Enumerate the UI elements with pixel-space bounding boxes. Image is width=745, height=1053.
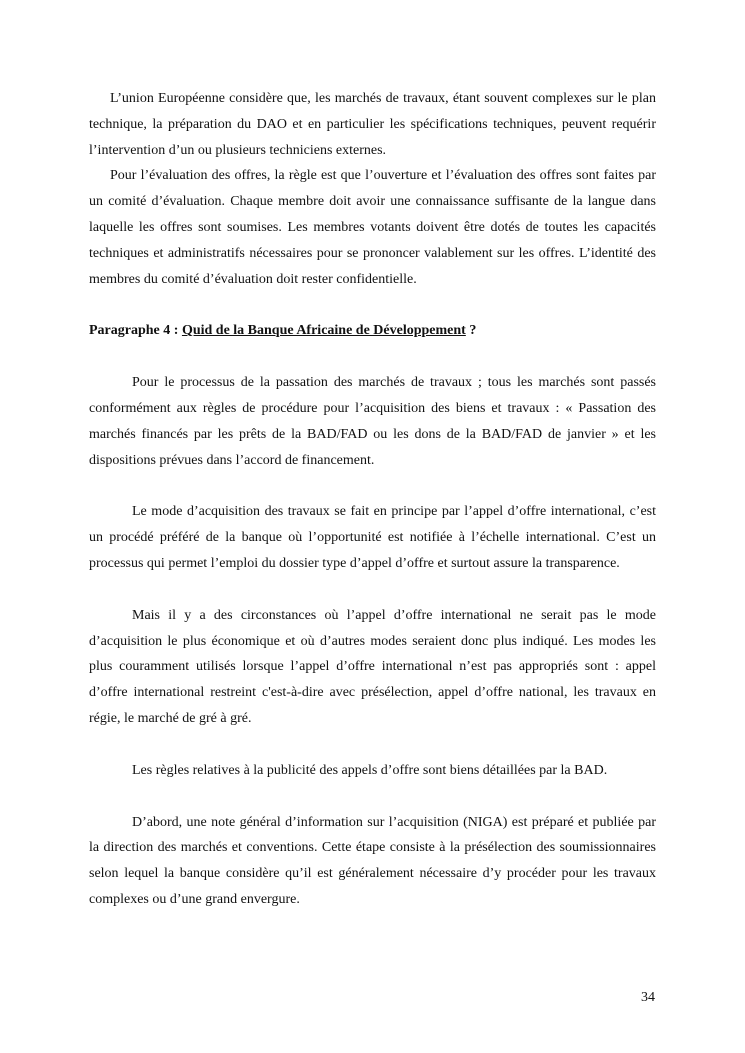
paragraph-eu-works: L’union Européenne considère que, les marchés de travaux, étant souvent complexes sur le plan technique, la préparation du DAO et en particulier les spécifications techniques, peuvent requérir l’intervention d’un ou plusieurs techniciens externes. bbox=[89, 91, 656, 158]
page-number: 34 bbox=[641, 990, 655, 1005]
heading-suffix: ? bbox=[465, 323, 477, 339]
heading-prefix: Paragraphe 4 : bbox=[89, 323, 182, 339]
paragraph-alternative-modes: Mais il y a des circonstances où l’appel d’offre international ne serait pas le mode d’acquisition le plus économique et où d’autres modes seraient donc plus indiqué. Les modes les plus couramment utilisés lorsque l’appel d’offre international n’est pas appropriés sont : appel d’offre international restreint c'est-à-dire avec présélection, appel d’offre national, les travaux en régie, le marché de gré à gré. bbox=[89, 607, 656, 726]
paragraph-evaluation: Pour l’évaluation des offres, la règle est que l’ouverture et l’évaluation des offres sont faites par un comité d’évaluation. Chaque membre doit avoir une connaissance suffisante de la langue dans laquelle les offres sont soumises. Les membres votants doivent être dotés de toutes les capacités techniques et administratifs nécessaires pour se prononcer valablement sur les offres. L’identité des membres du comité d’évaluation doit rester confidentielle. bbox=[89, 168, 656, 287]
section-heading bbox=[89, 318, 656, 344]
paragraph-publicity-rules: Les règles relatives à la publicité des appels d’offre sont biens détaillées par la BAD. bbox=[132, 762, 608, 778]
heading-title: Quid de la Banque Africaine de Développement bbox=[181, 323, 466, 339]
paragraph-acquisition-mode: Le mode d’acquisition des travaux se fait en principe par l’appel d’offre international, c’est un procédé préféré de la banque où l’opportunité est notifiée à l’échelle international. C’est un processus qui permet l’emploi du dossier type d’appel d’offre et surtout assure la transparence. bbox=[89, 504, 656, 571]
document-page bbox=[89, 86, 656, 913]
paragraph-niga: D’abord, une note général d’information sur l’acquisition (NIGA) est préparé et publiée par la direction des marchés et conventions. Cette étape consiste à la présélection des soumissionnaires selon lequel la banque considère qu’il est généralement nécessaire d’y procéder pour les travaux complexes ou d’une grand envergure. bbox=[89, 814, 656, 907]
paragraph-procurement-process: Pour le processus de la passation des marchés de travaux ; tous les marchés sont passés conformément aux règles de procédure pour l’acquisition des biens et travaux : « Passation des marchés financés par les prêts de la BAD/FAD ou les dons de la BAD/FAD de janvier » et les dispositions prévues dans l’accord de financement. bbox=[89, 375, 656, 468]
